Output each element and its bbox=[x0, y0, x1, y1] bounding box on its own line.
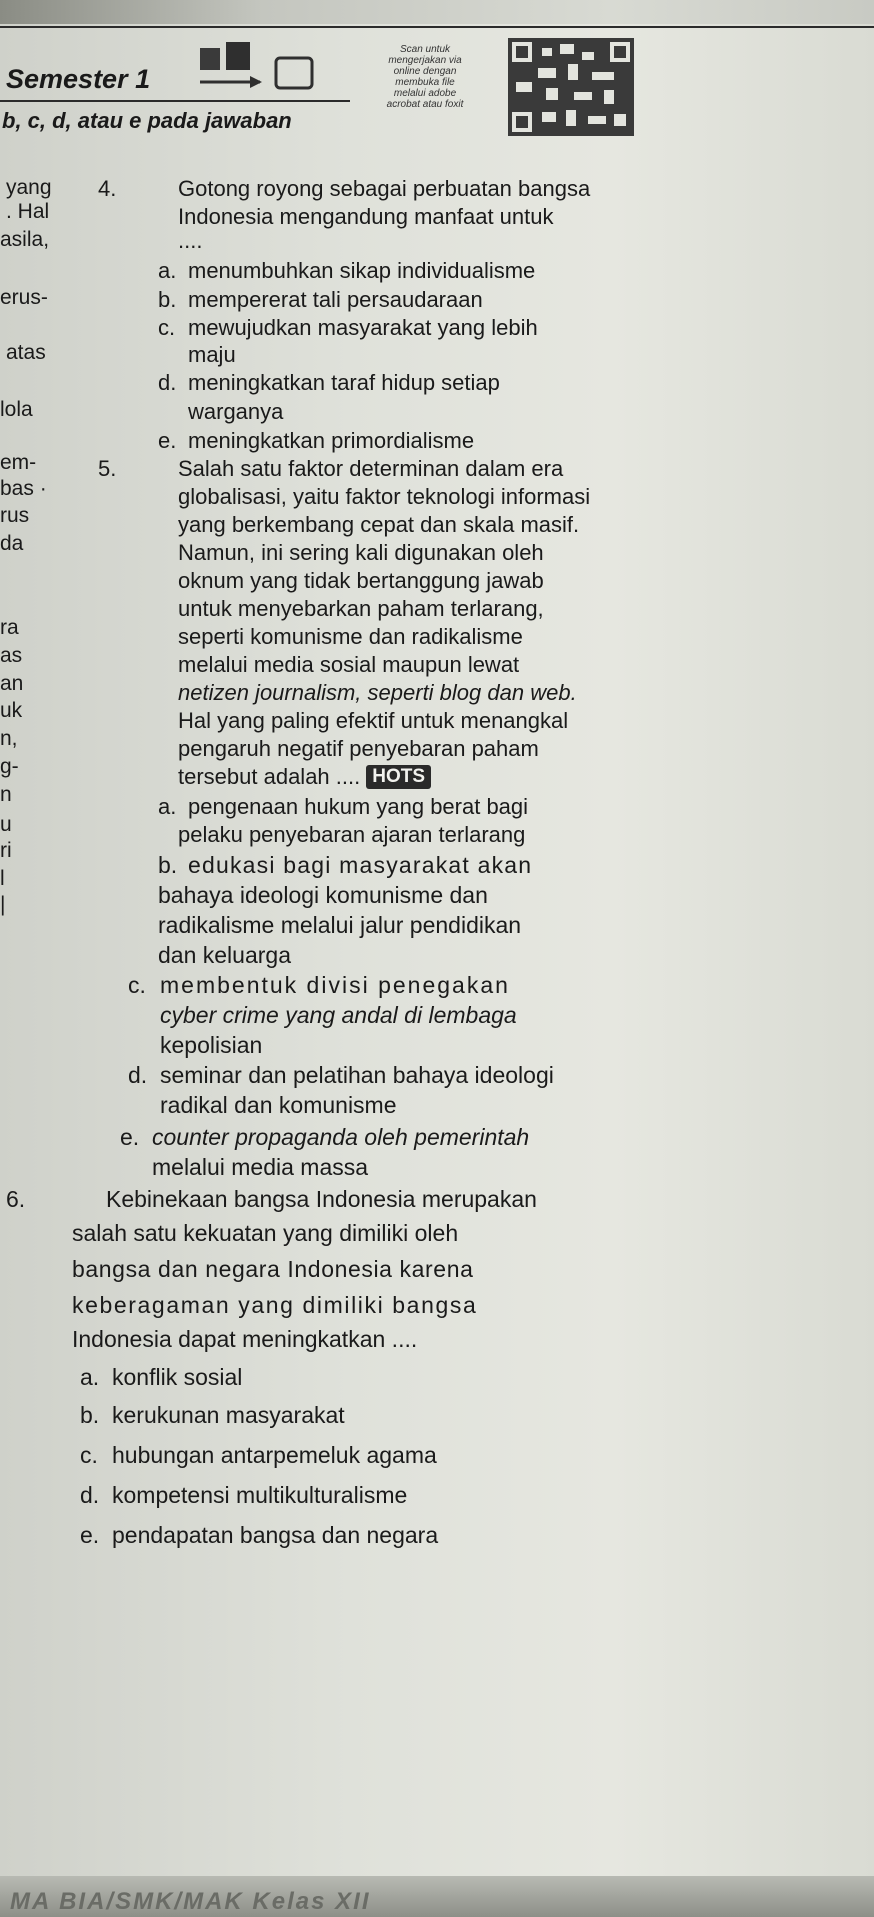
option-letter: a. bbox=[80, 1364, 100, 1390]
option-text: warganya bbox=[188, 399, 284, 424]
question-text-line-end: tersebut adalah .... bbox=[178, 764, 361, 789]
scan-note-line: online dengan bbox=[393, 66, 457, 77]
option-text: meningkatkan taraf hidup setiap bbox=[188, 370, 500, 395]
option-text: pengenaan hukum yang berat bagi bbox=[188, 794, 529, 819]
option-text: mempererat tali persaudaraan bbox=[188, 287, 483, 312]
semester-label: Semester 1 bbox=[6, 64, 151, 94]
margin-fragment: n, bbox=[0, 727, 18, 750]
option-letter: e. bbox=[158, 428, 177, 453]
question-text-line: pengaruh negatif penyebaran paham bbox=[178, 736, 539, 761]
option-letter: c. bbox=[128, 972, 146, 998]
option-text: kompetensi multikulturalisme bbox=[112, 1482, 408, 1508]
option-text: cyber crime yang andal di lembaga bbox=[160, 1002, 517, 1028]
option-text: kepolisian bbox=[160, 1032, 263, 1058]
margin-fragment: lola bbox=[0, 398, 33, 421]
option-letter: c. bbox=[80, 1442, 98, 1468]
footer-fragment: MA BIA/SMK/MAK Kelas XII bbox=[10, 1888, 371, 1915]
margin-fragment: uk bbox=[0, 699, 23, 722]
header-strip bbox=[0, 0, 874, 24]
option-text: hubungan antarpemeluk agama bbox=[112, 1442, 437, 1468]
option-letter: a. bbox=[158, 794, 177, 819]
option-letter: d. bbox=[80, 1482, 100, 1508]
scan-note-line: mengerjakan via bbox=[388, 55, 462, 66]
scan-note-line: acrobat atau foxit bbox=[386, 99, 464, 110]
margin-fragment: g- bbox=[0, 755, 19, 778]
option-letter: d. bbox=[158, 370, 177, 395]
margin-fragment: u bbox=[0, 813, 12, 836]
option-text: edukasi bagi masyarakat akan bbox=[188, 852, 533, 878]
option-text: kerukunan masyarakat bbox=[112, 1402, 345, 1428]
header-decoration-icon bbox=[190, 38, 340, 98]
option-text: counter propaganda oleh pemerintah bbox=[152, 1124, 530, 1150]
option-text: membentuk divisi penegakan bbox=[160, 972, 510, 998]
question-text-line: untuk menyebarkan paham terlarang, bbox=[178, 596, 544, 621]
scan-note-line: membuka file bbox=[395, 77, 455, 88]
question-text-line: Salah satu faktor determinan dalam era bbox=[178, 456, 564, 481]
option-text: bahaya ideologi komunisme dan bbox=[158, 882, 488, 908]
margin-fragment: bas · bbox=[0, 477, 47, 500]
question-text-line bbox=[178, 764, 431, 790]
margin-fragment: da bbox=[0, 532, 24, 555]
question-text-line: globalisasi, yaitu faktor teknologi informasi bbox=[178, 484, 591, 509]
question-number: 5. bbox=[98, 456, 117, 481]
margin-fragment: as bbox=[0, 644, 23, 667]
option-letter: d. bbox=[128, 1062, 148, 1088]
option-letter: b. bbox=[80, 1402, 100, 1428]
scan-note bbox=[355, 44, 495, 110]
question-number: 6. bbox=[6, 1186, 26, 1212]
question-text-line: melalui media sosial maupun lewat bbox=[178, 652, 520, 677]
option-text: meningkatkan primordialisme bbox=[188, 428, 475, 453]
qr-code-icon[interactable] bbox=[508, 38, 634, 136]
question-text-line: salah satu kekuatan yang dimiliki oleh bbox=[72, 1220, 459, 1246]
margin-fragment: . Hal bbox=[6, 200, 50, 223]
option-text: pelaku penyebaran ajaran terlarang bbox=[178, 822, 526, 847]
option-text: melalui media massa bbox=[152, 1154, 369, 1180]
option-text: menumbuhkan sikap individualisme bbox=[188, 258, 536, 283]
margin-fragment: ra bbox=[0, 616, 19, 639]
scan-note-line: melalui adobe bbox=[393, 88, 457, 99]
option-letter: e. bbox=[80, 1522, 100, 1548]
question-text-line: seperti komunisme dan radikalisme bbox=[178, 624, 523, 649]
margin-fragment: | bbox=[0, 893, 6, 916]
hots-badge: HOTS bbox=[366, 765, 431, 789]
scan-note-line: Scan untuk bbox=[399, 44, 451, 55]
header-rule bbox=[0, 26, 874, 28]
option-letter: a. bbox=[158, 258, 177, 283]
question-text-line: Hal yang paling efektif untuk menangkal bbox=[178, 708, 569, 733]
question-text-line: oknum yang tidak bertanggung jawab bbox=[178, 568, 544, 593]
option-letter: b. bbox=[158, 287, 177, 312]
margin-fragment: em- bbox=[0, 451, 37, 474]
option-text: maju bbox=[188, 342, 236, 367]
question-text-line: .... bbox=[178, 228, 203, 253]
question-text-line: netizen journalism, seperti blog dan web. bbox=[178, 680, 577, 705]
question-text-line: bangsa dan negara Indonesia karena bbox=[72, 1256, 474, 1282]
margin-fragment: asila, bbox=[0, 228, 50, 251]
option-text: radikalisme melalui jalur pendidikan bbox=[158, 912, 522, 938]
option-text: pendapatan bangsa dan negara bbox=[112, 1522, 439, 1548]
option-text: dan keluarga bbox=[158, 942, 291, 968]
question-text-line: Indonesia mengandung manfaat untuk bbox=[178, 204, 554, 229]
question-text-line: Gotong royong sebagai perbuatan bangsa bbox=[178, 176, 591, 201]
option-text: mewujudkan masyarakat yang lebih bbox=[188, 315, 538, 340]
margin-fragment: an bbox=[0, 672, 24, 695]
question-text-line: Kebinekaan bangsa Indonesia merupakan bbox=[106, 1186, 537, 1212]
instruction-fragment: b, c, d, atau e pada jawaban bbox=[2, 108, 292, 133]
option-text: seminar dan pelatihan bahaya ideologi bbox=[160, 1062, 554, 1088]
option-text: konflik sosial bbox=[112, 1364, 243, 1390]
margin-fragment: erus- bbox=[0, 286, 48, 309]
margin-fragment: n bbox=[0, 783, 12, 806]
question-text-line: Namun, ini sering kali digunakan oleh bbox=[178, 540, 544, 565]
margin-fragment: atas bbox=[6, 341, 46, 364]
question-text-line: Indonesia dapat meningkatkan .... bbox=[72, 1326, 418, 1352]
question-text-line: yang berkembang cepat dan skala masif. bbox=[178, 512, 580, 537]
option-letter: c. bbox=[158, 315, 176, 340]
semester-underline bbox=[0, 100, 350, 102]
margin-fragment: rus bbox=[0, 504, 30, 527]
margin-fragment: ri bbox=[0, 839, 12, 862]
question-number: 4. bbox=[98, 176, 117, 201]
margin-fragment: l bbox=[0, 867, 5, 890]
question-text-line: keberagaman yang dimiliki bangsa bbox=[72, 1292, 478, 1318]
option-letter: e. bbox=[120, 1124, 140, 1150]
option-letter: b. bbox=[158, 852, 178, 878]
margin-fragment: yang bbox=[6, 176, 52, 199]
option-text: radikal dan komunisme bbox=[160, 1092, 397, 1118]
